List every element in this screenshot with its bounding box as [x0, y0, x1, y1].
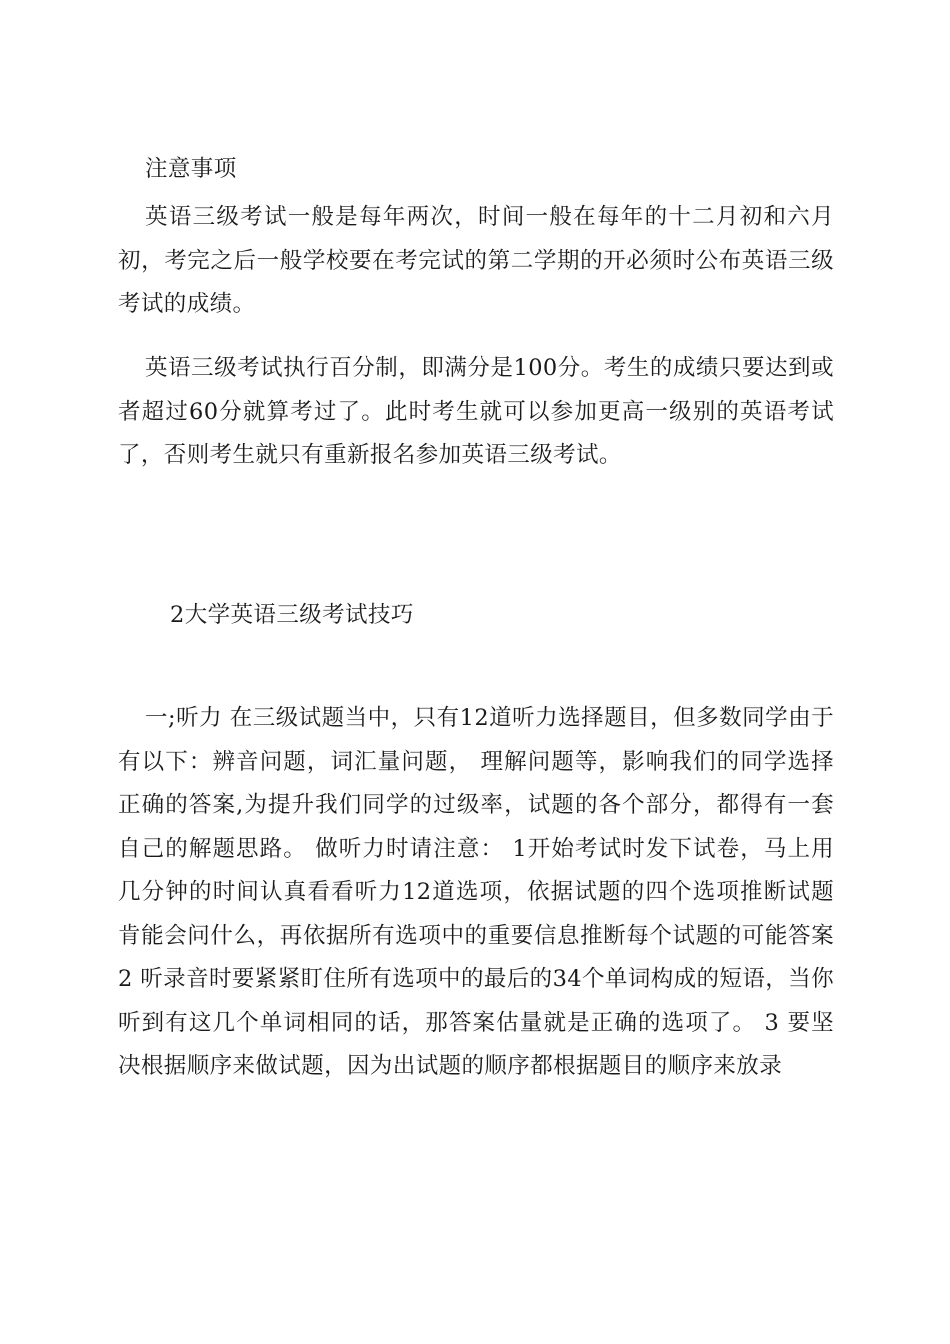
- section-heading: [170, 594, 670, 638]
- listening-paragraph-text: 一;听力 在三级试题当中，只有12道听力选择题目，但多数同学由于有以下：辨音问题，词汇量问题， 理解问题等，影响我们的同学选择正确的答案,为提升我们同学的过级率，试题的各个部分，都得有一套自己的解题思路。 做听力时请注意： 1开始考试时发下试卷，马上用几分钟的时间认真看看听力12道选项，依据试题的四个选项推断试题肯能会问什么，再依据所有选项中的重要信息推断每个试题的可能答案 2 听录音时要紧紧盯住所有选项中的最后的34个单词构成的短语，当你听到有这几个单词相同的话，那答案估量就是正确的选项了。 3 要坚决根据顺序来做试题，因为出试题的顺序都根据题目的顺序来放录: [118, 705, 834, 1079]
- notes-heading: [145, 148, 445, 192]
- notes-paragraph-2: [118, 347, 834, 478]
- section-heading-text: 2大学英语三级考试技巧: [170, 602, 414, 628]
- notes-paragraph-2-text: 英语三级考试执行百分制，即满分是100分。考生的成绩只要达到或者超过60分就算考过了。此时考生就可以参加更高一级别的英语考试了，否则考生就只有重新报名参加英语三级考试。: [118, 355, 834, 468]
- notes-heading-text: 注意事项: [145, 156, 237, 182]
- notes-paragraph-1-text: 英语三级考试一般是每年两次，时间一般在每年的十二月初和六月初，考完之后一般学校要在考完试的第二学期的开必须时公布英语三级考试的成绩。: [118, 204, 834, 317]
- listening-paragraph: [118, 697, 834, 1089]
- notes-paragraph-1: [118, 196, 834, 327]
